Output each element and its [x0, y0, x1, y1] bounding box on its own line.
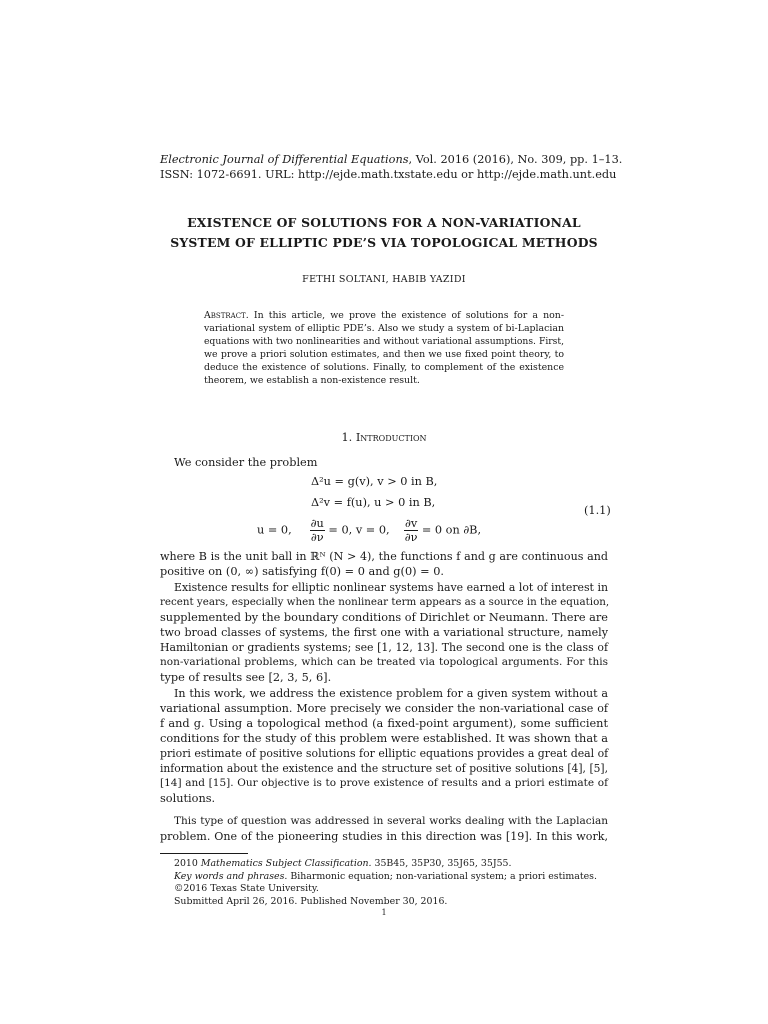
p2-line-6: non-variational problems, which can be treated via topological arguments. For this: [160, 656, 608, 668]
equation-row-3: u = 0, $\frac{\partial u}{\partial\nu}$ = 0, v = 0, $\frac{\partial v}{\partial\nu}$ = 0 on ∂B,: [257, 517, 482, 544]
p3-line-8: solutions.: [160, 792, 216, 805]
p1-line-1: where B is the unit ball in ℝᴺ (N > 4), the functions f and g are continuous and: [160, 550, 608, 563]
du-dnu-fraction: $\frac{\partial u}{\partial\nu}$: [310, 517, 324, 544]
p3-line-6: information about the existence and the structure set of positive solutions [4], [5],: [160, 762, 608, 775]
section-title: Introduction: [355, 431, 427, 444]
abstract-line-1: Abstract. In this article, we prove the existence of solutions for a non-: [204, 310, 564, 321]
p2-line-5: Hamiltonian or gradients systems; see [1, 12, 13]. The second one is the class of: [160, 641, 608, 654]
section-number: 1.: [341, 431, 353, 444]
intro-sentence: We consider the problem: [174, 456, 318, 469]
p3-line-5: priori estimate of positive solutions for elliptic equations provides a great deal of: [160, 747, 609, 760]
section-heading: [0, 431, 768, 444]
p2-line-2: recent years, especially when the nonlinear term appears as a source in the equation,: [160, 596, 610, 608]
abstract-label: Abstract.: [204, 310, 249, 321]
p2-line-1: Existence results for elliptic nonlinear systems have earned a lot of interest in: [174, 581, 608, 594]
p1-line-2: positive on (0, ∞) satisfying f(0) = 0 and g(0) = 0.: [160, 565, 444, 578]
authors: FETHI SOLTANI, HABIB YAZIDI: [302, 274, 466, 285]
abstract-line-2: variational system of elliptic PDE’s. Also we study a system of bi-Laplacian: [204, 323, 564, 334]
p2-line-7: type of results see [2, 3, 5, 6].: [160, 671, 332, 684]
p3-line-3: f and g. Using a topological method (a fixed-point argument), some sufficient: [160, 717, 608, 730]
p3-line-7: [14] and [15]. Our objective is to prove existence of results and a priori estimate of: [160, 777, 608, 789]
p4-line-2: problem. One of the pioneering studies in this direction was [19]. In this work,: [160, 830, 608, 843]
page-number: 1: [381, 908, 387, 917]
abstract-line-4: we prove a priori solution estimates, and then we use fixed point theory, to: [204, 349, 564, 360]
paper-title-line-1: EXISTENCE OF SOLUTIONS FOR A NON-VARIATIONAL: [187, 215, 581, 230]
abstract-line-6: theorem, we establish a non-existence result.: [204, 375, 420, 386]
paper-title-line-2: SYSTEM OF ELLIPTIC PDE’S VIA TOPOLOGICAL METHODS: [170, 235, 598, 250]
p3-line-2: variational assumption. More precisely we consider the non-variational case of: [160, 702, 608, 715]
copyright-footnote: ©2016 Texas State University.: [174, 883, 319, 894]
msc-footnote: 2010 Mathematics Subject Classification. 35B45, 35P30, 35J65, 35J55.: [174, 858, 512, 869]
p3-line-1: In this work, we address the existence problem for a given system without a: [174, 687, 608, 700]
p4-line-1: This type of question was addressed in several works dealing with the Laplacian: [174, 815, 608, 827]
equation-label: (1.1): [584, 504, 611, 517]
equation-row-2: Δ²v = f(u), u > 0 in B,: [311, 496, 436, 509]
journal-name: Electronic Journal of Differential Equations: [160, 153, 409, 166]
journal-volume: , Vol. 2016 (2016), No. 309, pp. 1–13.: [408, 153, 623, 166]
abstract-line-3: equations with two nonlinearities and without variational assumptions. First,: [204, 336, 564, 347]
journal-header: [160, 152, 622, 167]
dv-dnu-fraction: $\frac{\partial v}{\partial\nu}$: [404, 517, 418, 544]
p2-line-4: two broad classes of systems, the first one with a variational structure, namely: [160, 626, 608, 639]
p3-line-4: conditions for the study of this problem were established. It was shown that a: [160, 732, 608, 745]
issn-url-line: ISSN: 1072-6691. URL: http://ejde.math.txstate.edu or http://ejde.math.unt.edu: [160, 168, 617, 181]
submission-footnote: Submitted April 26, 2016. Published November 30, 2016.: [174, 896, 448, 907]
footnote-rule: [160, 853, 248, 854]
p2-line-3: supplemented by the boundary conditions of Dirichlet or Neumann. There are: [160, 611, 608, 624]
keywords-footnote: Key words and phrases. Biharmonic equation; non-variational system; a priori estimates.: [174, 871, 597, 882]
equation-row-1: Δ²u = g(v), v > 0 in B,: [311, 475, 438, 488]
abstract-line-5: deduce the existence of solutions. Finally, to complement of the existence: [204, 362, 564, 373]
